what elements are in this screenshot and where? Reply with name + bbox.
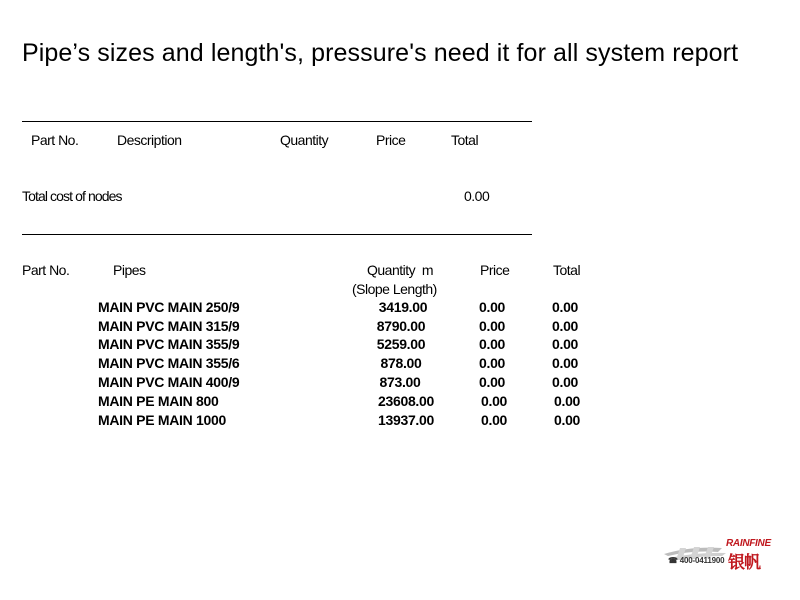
nodes-total-value: 0.00 [464,188,490,204]
pipes-header-total: Total [553,262,581,278]
nodes-header-quantity: Quantity [280,132,329,148]
pipes-header-quantity-sub: (Slope Length) [352,281,437,297]
pipe-price: 0.00 [479,355,506,371]
divider-top [22,121,532,122]
pipe-quantity: 13937.00 [378,412,434,428]
nodes-header-part-no: Part No. [31,132,79,148]
phone-icon: ☎ [668,556,680,565]
pipe-price: 0.00 [479,299,506,315]
pipe-quantity: 23608.00 [378,393,434,409]
nodes-header-total: Total [451,132,479,148]
divider-middle [22,234,532,235]
pipe-total: 0.00 [552,336,579,352]
pipe-total: 0.00 [552,299,579,315]
pipe-price: 0.00 [479,318,506,334]
nodes-header-price: Price [376,132,406,148]
pipe-quantity: 873.00 [379,374,421,390]
pipe-name: MAIN PVC MAIN 355/9 [98,336,240,352]
pipe-name: MAIN PE MAIN 1000 [98,412,226,428]
pipe-price: 0.00 [479,374,506,390]
pipe-total: 0.00 [554,412,581,428]
pipes-header-part-no: Part No. [22,262,70,278]
pipe-total: 0.00 [554,393,581,409]
pipes-header-pipes: Pipes [113,262,146,278]
nodes-header-description: Description [117,132,182,148]
pipe-total: 0.00 [552,355,579,371]
pipe-price: 0.00 [481,412,508,428]
pipes-header-quantity: Quantity m [367,262,434,278]
pipe-quantity: 878.00 [380,355,422,371]
pipe-name: MAIN PVC MAIN 250/9 [98,299,240,315]
pipe-price: 0.00 [479,336,506,352]
pipe-total: 0.00 [552,374,579,390]
pipe-name: MAIN PVC MAIN 315/9 [98,318,240,334]
logo-brand: RAINFINE [726,538,771,549]
pipe-quantity: 3419.00 [378,299,428,315]
nodes-total-label: Total cost of nodes [22,188,122,204]
pipe-name: MAIN PVC MAIN 355/6 [98,355,240,371]
logo-phone: ☎ 400-0411900 [668,556,725,565]
pipe-name: MAIN PE MAIN 800 [98,393,219,409]
pipe-total: 0.00 [552,318,579,334]
logo-chinese-name: 银帆 [728,553,760,572]
pipe-quantity: 5259.00 [376,336,426,352]
pipe-price: 0.00 [481,393,508,409]
pipes-header-price: Price [480,262,510,278]
pipe-name: MAIN PVC MAIN 400/9 [98,374,240,390]
pipe-quantity: 8790.00 [376,318,426,334]
page-title: Pipe’s sizes and length's, pressure's need it for all system report [22,39,739,67]
